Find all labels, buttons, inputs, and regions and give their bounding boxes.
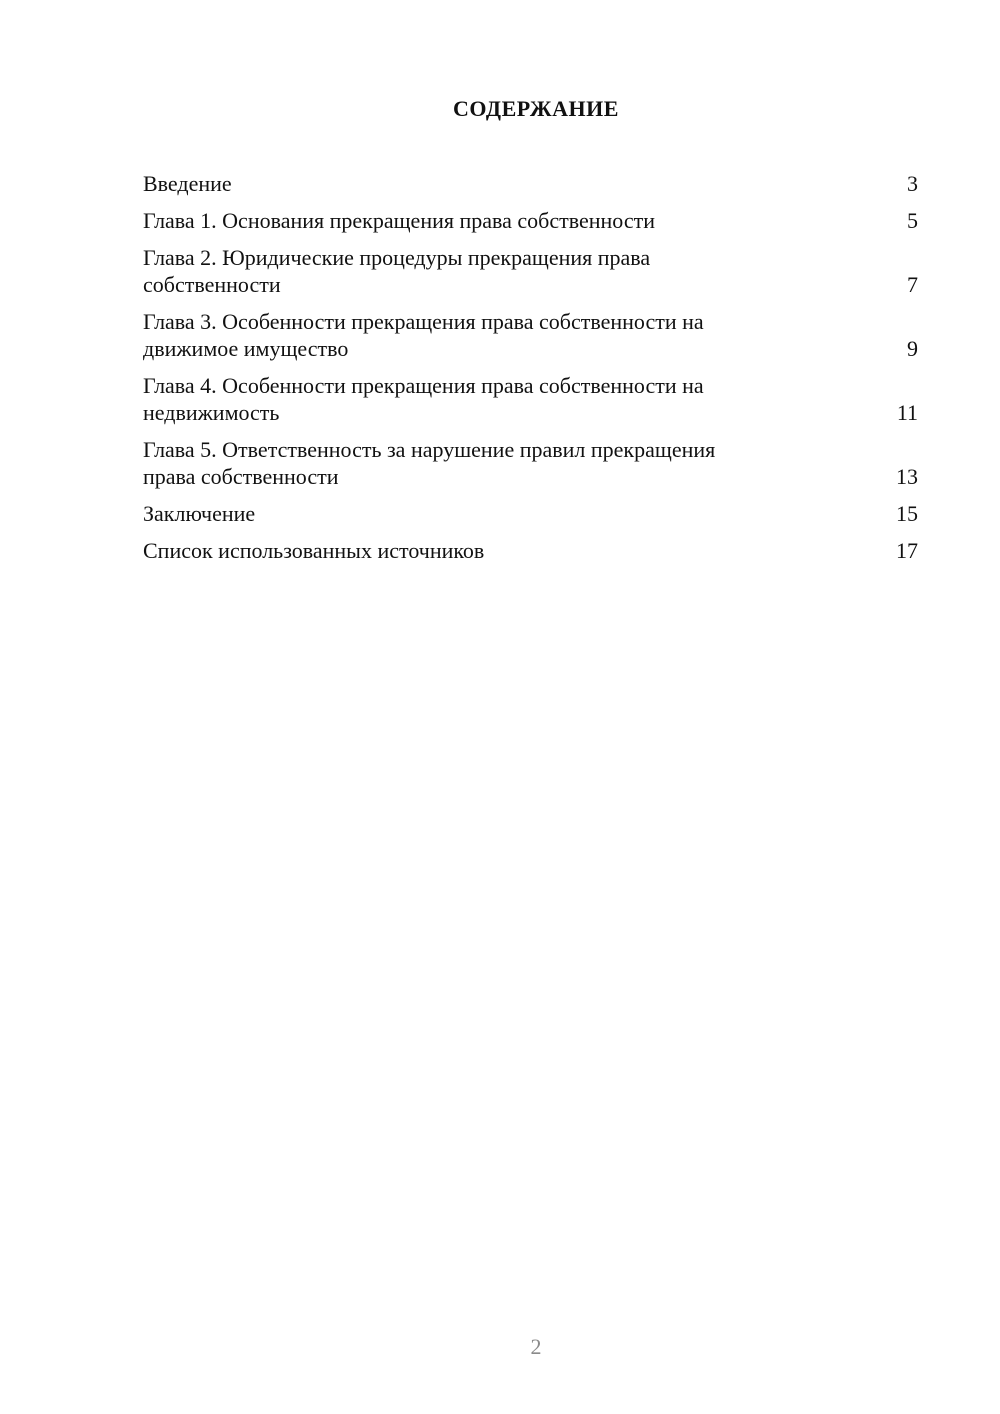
table-of-contents bbox=[143, 170, 918, 574]
toc-entry-text: Глава 3. Особенности прекращения права собственности на движимое имущество bbox=[143, 309, 704, 361]
toc-entry-text: Введение bbox=[143, 171, 232, 196]
toc-entry bbox=[143, 372, 918, 426]
toc-entry-page: 17 bbox=[896, 538, 918, 563]
toc-entry-text: Глава 4. Особенности прекращения права собственности на недвижимость bbox=[143, 373, 704, 425]
toc-entry-text: Глава 1. Основания прекращения права собственности bbox=[143, 208, 655, 233]
toc-entry bbox=[143, 436, 918, 490]
toc-entry bbox=[143, 207, 918, 234]
toc-entry bbox=[143, 170, 918, 197]
toc-entry-page: 7 bbox=[907, 272, 918, 297]
toc-entry-page: 15 bbox=[896, 501, 918, 526]
toc-entry bbox=[143, 500, 918, 527]
toc-entry-page: 9 bbox=[907, 336, 918, 361]
toc-entry bbox=[143, 308, 918, 362]
toc-entry-page: 13 bbox=[896, 464, 918, 489]
page-number: 2 bbox=[530, 1334, 542, 1359]
toc-entry-page: 11 bbox=[896, 400, 918, 425]
toc-entry-page: 5 bbox=[907, 208, 918, 233]
toc-entry bbox=[143, 537, 918, 564]
toc-entry-text: Список использованных источников bbox=[143, 538, 485, 563]
toc-entry-page: 3 bbox=[907, 171, 918, 196]
toc-entry-text: Глава 2. Юридические процедуры прекращения права собственности bbox=[143, 245, 651, 297]
toc-entry-text: Заключение bbox=[143, 501, 256, 526]
toc-entry bbox=[143, 244, 918, 298]
page-title: СОДЕРЖАНИЕ bbox=[453, 96, 619, 121]
toc-entry-text: Глава 5. Ответственность за нарушение правил прекращения права собственности bbox=[143, 437, 716, 489]
